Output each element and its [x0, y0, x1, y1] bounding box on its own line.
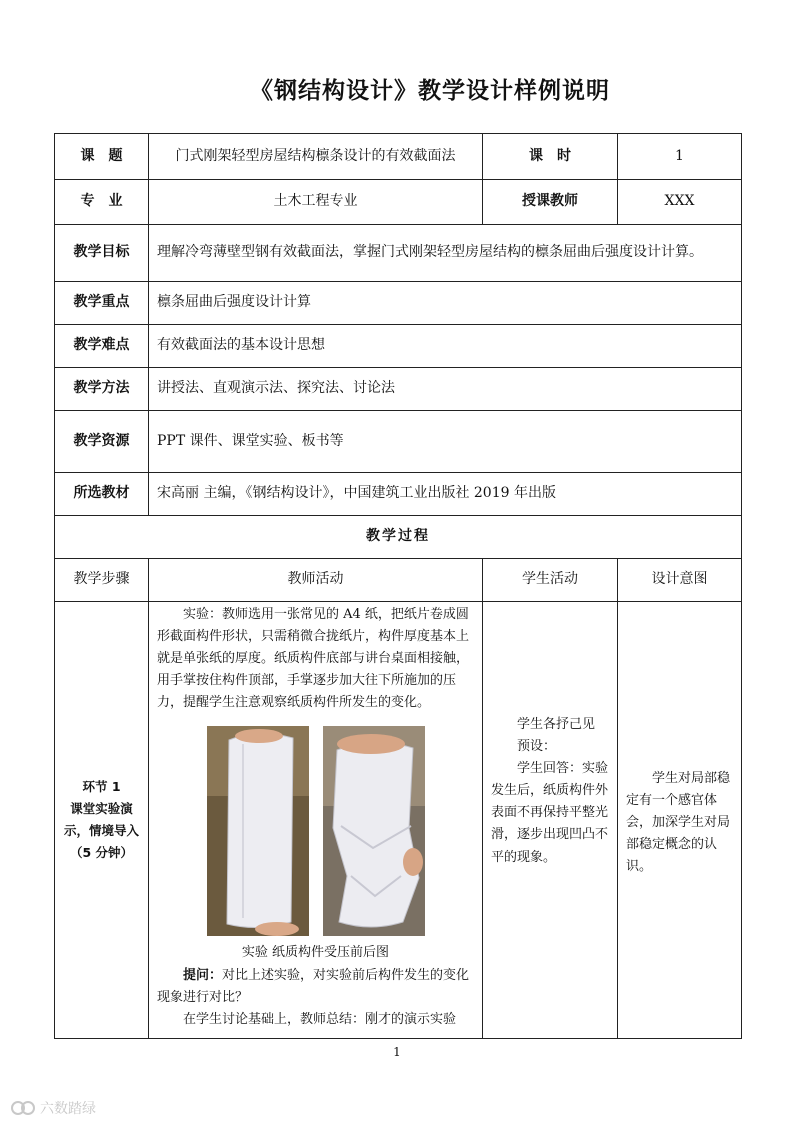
objective-row [55, 225, 742, 282]
question-label: 提问： [183, 967, 223, 983]
design-intent-text: 学生对局部稳定有一个感官体会，加深学生对局部稳定概念的认识。 [626, 771, 731, 875]
textbook-row [55, 473, 742, 516]
major-label: 专 业 [55, 180, 149, 225]
objective-value: 理解冷弯薄壁型钢有效截面法，掌握门式刚架轻型房屋结构的檩条屈曲后强度设计计算。 [149, 225, 742, 282]
paper-tube-before-photo [207, 726, 309, 936]
watermark-logo-icon [10, 1100, 36, 1116]
process-title-row [55, 516, 742, 559]
textbook-value: 宋高丽 主编，《钢结构设计》，中国建筑工业出版社 2019 年出版 [149, 473, 742, 516]
keypoint-row [55, 282, 742, 325]
experiment-photos [157, 726, 474, 936]
header-step: 教学步骤 [55, 559, 149, 602]
process-section-title: 教学过程 [55, 516, 742, 559]
resource-label: 教学资源 [55, 411, 149, 473]
objective-label: 教学目标 [55, 225, 149, 282]
keypoint-value: 檩条屈曲后强度设计计算 [149, 282, 742, 325]
process-header-row [55, 559, 742, 602]
experiment-description: 实验：教师选用一张常见的 A4 纸，把纸片卷成圆形截面构件形状，只需稍微合拢纸片，构件厚度基本上就是单张纸的厚度。纸质构件底部与讲台桌面相接触，用手掌按住构件顶部，手掌逐步加大往下所施加的压力，提醒学生注意观察纸质构件所发生的变化。 [157, 607, 470, 711]
stage1-label-cell [55, 602, 149, 1039]
header-teacher-activity: 教师活动 [149, 559, 483, 602]
photo-caption: 实验 纸质构件受压前后图 [241, 945, 390, 961]
resource-row [55, 411, 742, 473]
difficulty-row [55, 325, 742, 368]
page-number: 1 [393, 1045, 401, 1059]
paper-tube-after-photo [323, 726, 425, 936]
stage1-row [55, 602, 742, 1039]
difficulty-value: 有效截面法的基本设计思想 [149, 325, 742, 368]
lesson-plan-table [54, 133, 742, 1039]
course-row [55, 134, 742, 180]
major-value: 土木工程专业 [149, 180, 483, 225]
method-label: 教学方法 [55, 368, 149, 411]
student-line-3: 学生回答：实验发生后，纸质构件外表面不再保持平整光滑，逐步出现凹凸不平的现象。 [491, 761, 609, 865]
method-row [55, 368, 742, 411]
hours-value: 1 [618, 134, 742, 180]
question-paragraph [157, 965, 474, 1009]
difficulty-label: 教学难点 [55, 325, 149, 368]
question-text: 对比上述实验，对实验前后构件发生的变化现象进行对比？ [157, 967, 470, 1005]
stage1-design-intent [618, 602, 742, 1039]
document-title: 《钢结构设计》教学设计样例说明 [250, 78, 610, 104]
student-line-2: 预设： [517, 739, 557, 755]
watermark-text: 六数踏绿 [40, 1101, 96, 1117]
teacher-label: 授课教师 [483, 180, 618, 225]
stage1-student-activity [483, 602, 618, 1039]
teacher-summary: 在学生讨论基础上，教师总结：刚才的演示实验 [183, 1011, 457, 1027]
header-design-intent: 设计意图 [618, 559, 742, 602]
keypoint-label: 教学重点 [55, 282, 149, 325]
watermark [10, 1098, 96, 1118]
textbook-label: 所选教材 [55, 473, 149, 516]
course-value: 门式刚架轻型房屋结构檩条设计的有效截面法 [149, 134, 483, 180]
stage1-label: 环节 1 课堂实验演 示，情境导入 （5 分钟） [63, 779, 139, 860]
course-label: 课 题 [55, 134, 149, 180]
method-value: 讲授法、直观演示法、探究法、讨论法 [149, 368, 742, 411]
teacher-value: XXX [618, 180, 742, 225]
major-row [55, 180, 742, 225]
header-student-activity: 学生活动 [483, 559, 618, 602]
stage1-teacher-activity [149, 602, 483, 1039]
hours-label: 课 时 [483, 134, 618, 180]
resource-value: PPT 课件、课堂实验、板书等 [149, 411, 742, 473]
student-line-1: 学生各抒己见 [517, 717, 596, 732]
